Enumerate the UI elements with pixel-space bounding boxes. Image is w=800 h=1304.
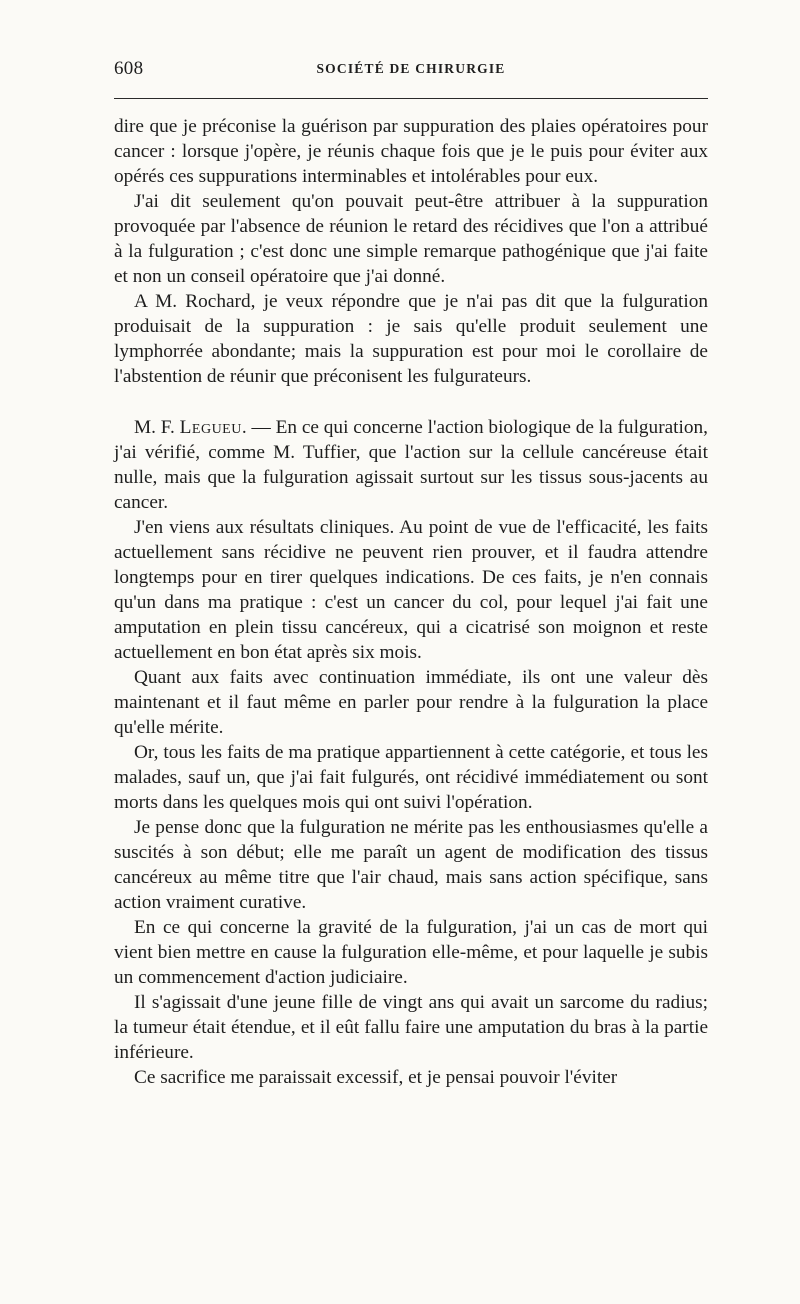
page-number: 608	[114, 58, 144, 79]
speaker-text: . — En ce qui concerne l'action biologique de la fulguration, j'ai vérifié, comme M. Tuffier, que l'action sur la cellule cancéreuse était nulle, mais que la fulguration agissait surtout sur les tissus sous-jacents au cancer.	[114, 417, 708, 513]
paragraph: J'en viens aux résultats cliniques. Au point de vue de l'efficacité, les faits actuellement sans récidive ne peuvent rien prouver, et il faudra attendre longtemps pour en tirer quelques indications. De ces faits, je n'en connais qu'un dans ma pratique : c'est un cancer du col, pour lequel j'ai fait une amputation en plein tissu cancéreux, qui a cicatrisé son moignon et reste actuellement en bon état après six mois.	[114, 517, 708, 663]
paragraph: Or, tous les faits de ma pratique appartiennent à cette catégorie, et tous les malades, sauf un, que j'ai fait fulgurés, ont récidivé immédiatement ou sont morts dans les quelques mois qui ont suivi l'opération.	[114, 742, 708, 813]
paragraph: A M. Rochard, je veux répondre que je n'ai pas dit que la fulguration produisait de la suppuration : je sais qu'elle produit seulement une lymphorrée abondante; mais la suppuration est pour moi le corollaire de l'abstention de réunir que préconisent les fulgurateurs.	[114, 291, 708, 387]
paragraph: Il s'agissait d'une jeune fille de vingt ans qui avait un sarcome du radius; la tumeur était étendue, et il eût fallu faire une amputation du bras à la partie inférieure.	[114, 992, 708, 1063]
header-rule	[114, 98, 708, 99]
paragraph: Quant aux faits avec continuation immédiate, ils ont une valeur dès maintenant et il faut même en parler pour rendre à la fulguration la place qu'elle mérite.	[114, 667, 708, 738]
paragraph: J'ai dit seulement qu'on pouvait peut-être attribuer à la suppuration provoquée par l'absence de réunion le retard des récidives que l'on a attribué à la fulguration ; c'est donc une simple remarque pathogénique que j'ai faite et non un conseil opératoire que j'ai donné.	[114, 191, 708, 287]
speaker-name: Legueu	[179, 417, 242, 438]
paragraph: Je pense donc que la fulguration ne mérite pas les enthousiasmes qu'elle a suscités à son début; elle me paraît un agent de modification des tissus cancéreux au même titre que l'air chaud, mais sans action spécifique, sans action vraiment curative.	[114, 817, 708, 913]
body-text	[114, 114, 708, 1090]
speaker-paragraph	[114, 415, 708, 515]
running-title: SOCIÉTÉ DE CHIRURGIE	[316, 61, 506, 76]
page-header	[114, 58, 708, 86]
paragraph-continuation: dire que je préconise la guérison par suppuration des plaies opératoires pour cancer : lorsque j'opère, je réunis chaque fois que je le puis pour éviter aux opérés ces suppurations interminables et intolérables pour eux.	[114, 116, 708, 187]
paragraph: Ce sacrifice me paraissait excessif, et je pensai pouvoir l'éviter	[134, 1067, 618, 1088]
paragraph: En ce qui concerne la gravité de la fulguration, j'ai un cas de mort qui vient bien mettre en cause la fulguration elle-même, et pour laquelle je subis un commencement d'action judiciaire.	[114, 917, 708, 988]
speaker-prefix: M. F.	[134, 417, 180, 438]
